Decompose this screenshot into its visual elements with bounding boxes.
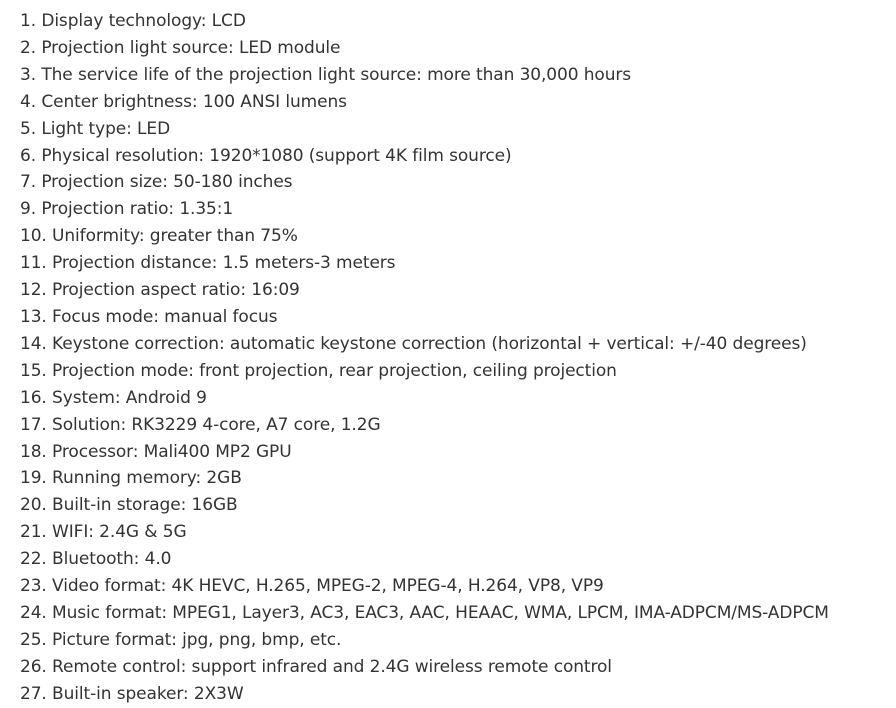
spec-item-keystone-correction: 14. Keystone correction: automatic keystone correction (horizontal + vertical: +/-40 degrees) xyxy=(20,333,807,354)
spec-item-uniformity: 10. Uniformity: greater than 75% xyxy=(20,226,298,247)
spec-item-storage: 20. Built-in storage: 16GB xyxy=(20,495,238,516)
spec-item-resolution: 6. Physical resolution: 1920*1080 (support 4K film source) xyxy=(20,145,512,166)
spec-item-projection-mode: 15. Projection mode: front projection, rear projection, ceiling projection xyxy=(20,360,617,381)
spec-item-wifi: 21. WIFI: 2.4G & 5G xyxy=(20,522,187,543)
spec-item-bluetooth: 22. Bluetooth: 4.0 xyxy=(20,549,172,570)
spec-item-light-type: 5. Light type: LED xyxy=(20,118,171,139)
spec-list xyxy=(20,8,829,708)
spec-item-projection-distance: 11. Projection distance: 1.5 meters-3 meters xyxy=(20,253,396,274)
spec-item-remote-control: 26. Remote control: support infrared and 2.4G wireless remote control xyxy=(20,656,612,677)
spec-item-running-memory: 19. Running memory: 2GB xyxy=(20,468,242,489)
spec-item-video-format: 23. Video format: 4K HEVC, H.265, MPEG-2, MPEG-4, H.264, VP8, VP9 xyxy=(20,576,604,597)
spec-item-light-source: 2. Projection light source: LED module xyxy=(20,37,341,58)
spec-item-service-life: 3. The service life of the projection light source: more than 30,000 hours xyxy=(20,64,632,85)
spec-item-projection-size: 7. Projection size: 50-180 inches xyxy=(20,172,293,193)
spec-item-system: 16. System: Android 9 xyxy=(20,387,207,408)
spec-item-aspect-ratio: 12. Projection aspect ratio: 16:09 xyxy=(20,280,300,301)
spec-item-picture-format: 25. Picture format: jpg, png, bmp, etc. xyxy=(20,629,342,650)
spec-item-display-technology: 1. Display technology: LCD xyxy=(20,11,246,31)
spec-item-music-format: 24. Music format: MPEG1, Layer3, AC3, EAC3, AAC, HEAAC, WMA, LPCM, IMA-ADPCM/MS-ADPCM xyxy=(20,602,829,623)
spec-item-solution: 17. Solution: RK3229 4-core, A7 core, 1.2G xyxy=(20,414,381,435)
spec-item-processor: 18. Processor: Mali400 MP2 GPU xyxy=(20,441,292,462)
spec-item-speaker: 27. Built-in speaker: 2X3W xyxy=(20,683,244,704)
spec-item-projection-ratio: 9. Projection ratio: 1.35:1 xyxy=(20,199,234,220)
spec-item-focus-mode: 13. Focus mode: manual focus xyxy=(20,306,278,327)
spec-item-brightness: 4. Center brightness: 100 ANSI lumens xyxy=(20,91,347,112)
